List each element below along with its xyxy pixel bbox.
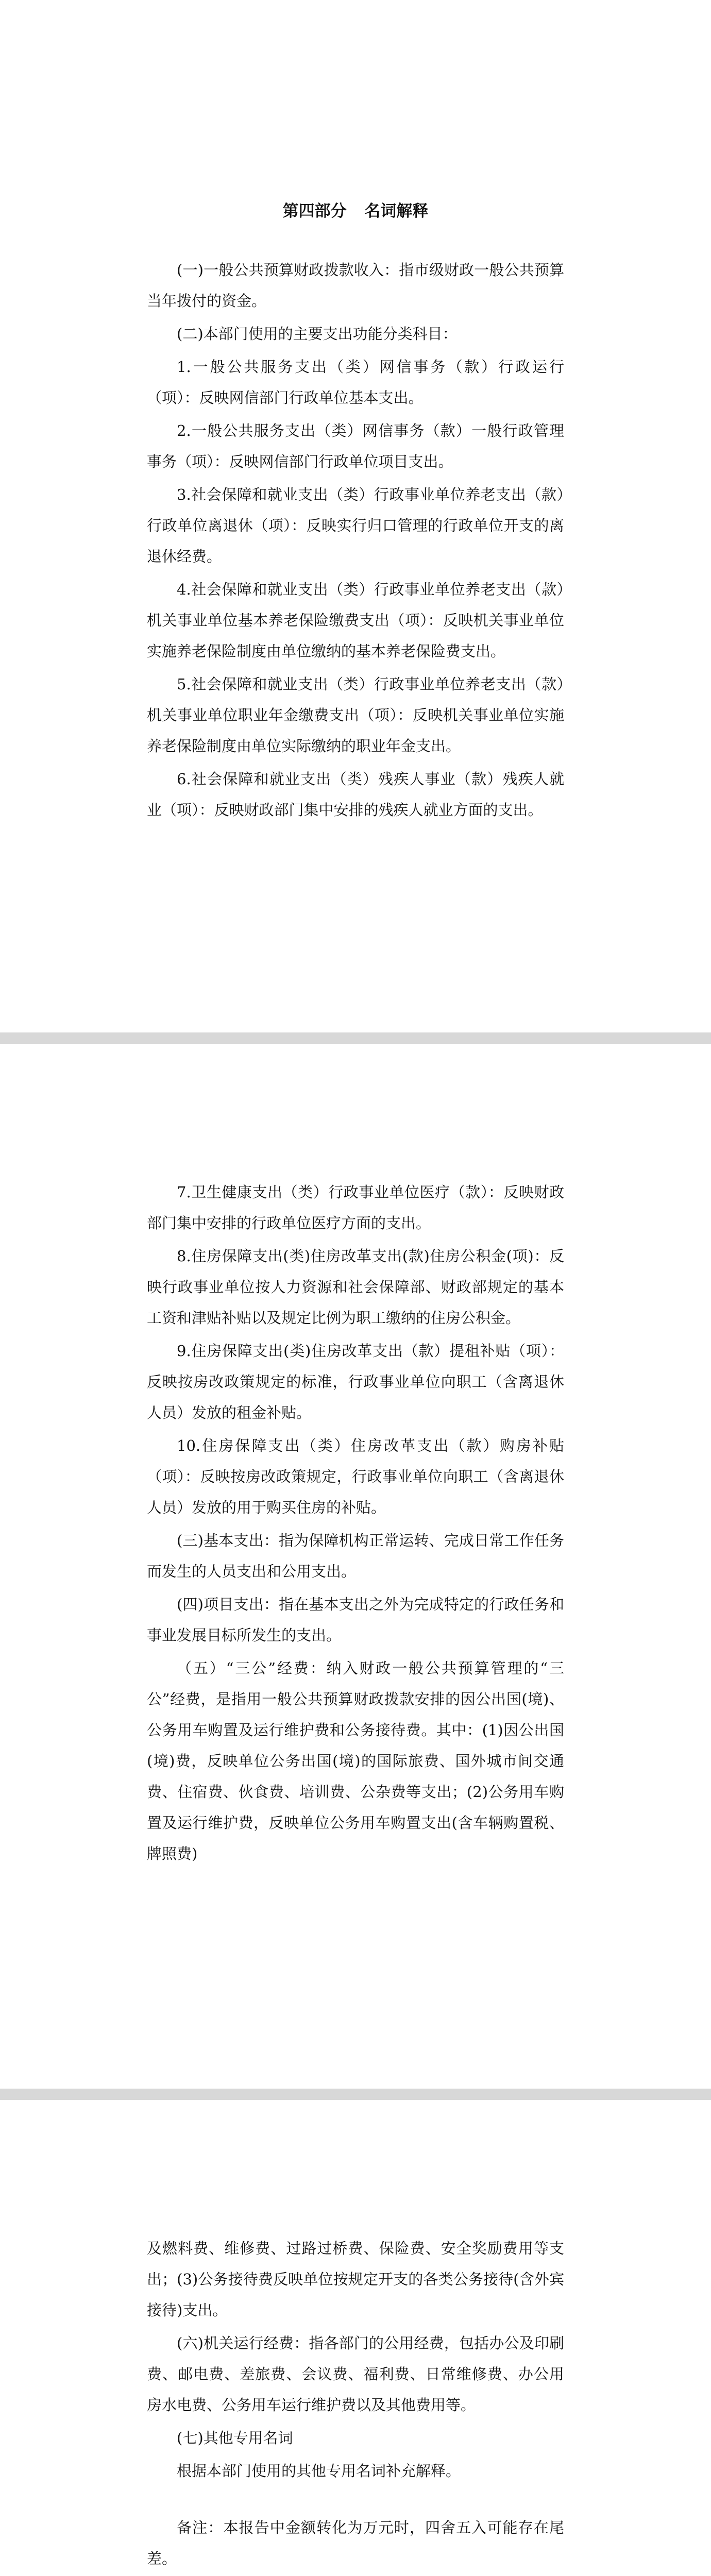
page-3-content xyxy=(147,2233,564,2576)
paragraph-item-3: 3.社会保障和就业支出（类）行政事业单位养老支出（款）行政单位离退休（项）：反映实行归口管理的行政单位开支的离退休经费。 xyxy=(147,486,564,565)
document-page-3 xyxy=(0,2100,711,2576)
paragraph-item-1: 1.一般公共服务支出（类）网信事务（款）行政运行（项）：反映网信部门行政单位基本支出。 xyxy=(147,358,564,406)
page-2-content xyxy=(147,1177,564,1871)
paragraph-other-terms-body: 根据本部门使用的其他专用名词补充解释。 xyxy=(177,2462,461,2480)
paragraph-other-terms-heading: (七)其他专用名词 xyxy=(177,2429,293,2447)
paragraph-general-budget-income: (一)一般公共预算财政拨款收入：指市级财政一般公共预算当年拨付的资金。 xyxy=(147,261,564,310)
paragraph-item-8: 8.住房保障支出(类)住房改革支出(款)住房公积金(项)：反映行政事业单位按人力资源和社会保障部、财政部规定的基本工资和津贴补贴以及规定比例为职工缴纳的住房公积金。 xyxy=(147,1247,564,1327)
document-page-1 xyxy=(0,0,711,1032)
paragraph-item-5: 5.社会保障和就业支出（类）行政事业单位养老支出（款）机关事业单位职业年金缴费支出（项）：反映机关事业单位实施养老保险制度由单位实际缴纳的职业年金支出。 xyxy=(147,675,564,755)
paragraph-project-expenditure: (四)项目支出：指在基本支出之外为完成特定的行政任务和事业发展目标所发生的支出。 xyxy=(147,1596,564,1644)
paragraph-expenditure-categories-heading: (二)本部门使用的主要支出功能分类科目： xyxy=(177,325,458,343)
paragraph-three-public-expenses: （五）“三公”经费：纳入财政一般公共预算管理的“三公”经费，是指用一般公共预算财政拨款安排的因公出国(境)、公务用车购置及运行维护费和公务接待费。其中：(1)因公出国(境)费，反映单位公务出国(境)的国际旅费、国外城市间交通费、住宿费、伙食费、培训费、公杂费等支出；(2)公务用车购置及运行维护费，反映单位公务用车购置支出(含车辆购置税、牌照费) xyxy=(147,1659,564,1862)
page-separator xyxy=(0,2089,711,2100)
section-title: 第四部分 名词解释 xyxy=(282,202,429,221)
paragraph-item-9: 9.住房保障支出(类)住房改革支出（款）提租补贴（项）：反映按房改政策规定的标准，行政事业单位向职工（含离退休人员）发放的租金补贴。 xyxy=(147,1342,564,1421)
paragraph-three-public-expenses-continued: 及燃料费、维修费、过路过桥费、保险费、安全奖励费用等支出；(3)公务接待费反映单位按规定开支的各类公务接待(含外宾接待)支出。 xyxy=(147,2240,564,2319)
paragraph-item-6: 6.社会保障和就业支出（类）残疾人事业（款）残疾人就业（项）：反映财政部门集中安排的残疾人就业方面的支出。 xyxy=(147,770,564,819)
paragraph-basic-expenditure: (三)基本支出：指为保障机构正常运转、完成日常工作任务而发生的人员支出和公用支出。 xyxy=(147,1532,564,1580)
page-separator xyxy=(0,1032,711,1044)
footnote-rounding: 备注：本报告中金额转化为万元时，四舍五入可能存在尾差。 xyxy=(147,2519,564,2567)
paragraph-item-2: 2.一般公共服务支出（类）网信事务（款）一般行政管理事务（项）：反映网信部门行政单位项目支出。 xyxy=(147,422,564,470)
page-1-content xyxy=(147,201,564,827)
paragraph-item-10: 10.住房保障支出（类）住房改革支出（款）购房补贴（项）：反映按房改政策规定，行政事业单位向职工（含离退休人员）发放的用于购买住房的补贴。 xyxy=(147,1437,564,1516)
paragraph-item-4: 4.社会保障和就业支出（类）行政事业单位养老支出（款）机关事业单位基本养老保险缴费支出（项）：反映机关事业单位实施养老保险制度由单位缴纳的基本养老保险费支出。 xyxy=(147,581,564,660)
paragraph-operating-expenses: (六)机关运行经费：指各部门的公用经费，包括办公及印刷费、邮电费、差旅费、会议费、福利费、日常维修费、办公用房水电费、公务用车运行维护费以及其他费用等。 xyxy=(147,2334,564,2414)
document-page-2 xyxy=(0,1044,711,2089)
paragraph-item-7: 7.卫生健康支出（类）行政事业单位医疗（款）：反映财政部门集中安排的行政单位医疗方面的支出。 xyxy=(147,1183,564,1232)
